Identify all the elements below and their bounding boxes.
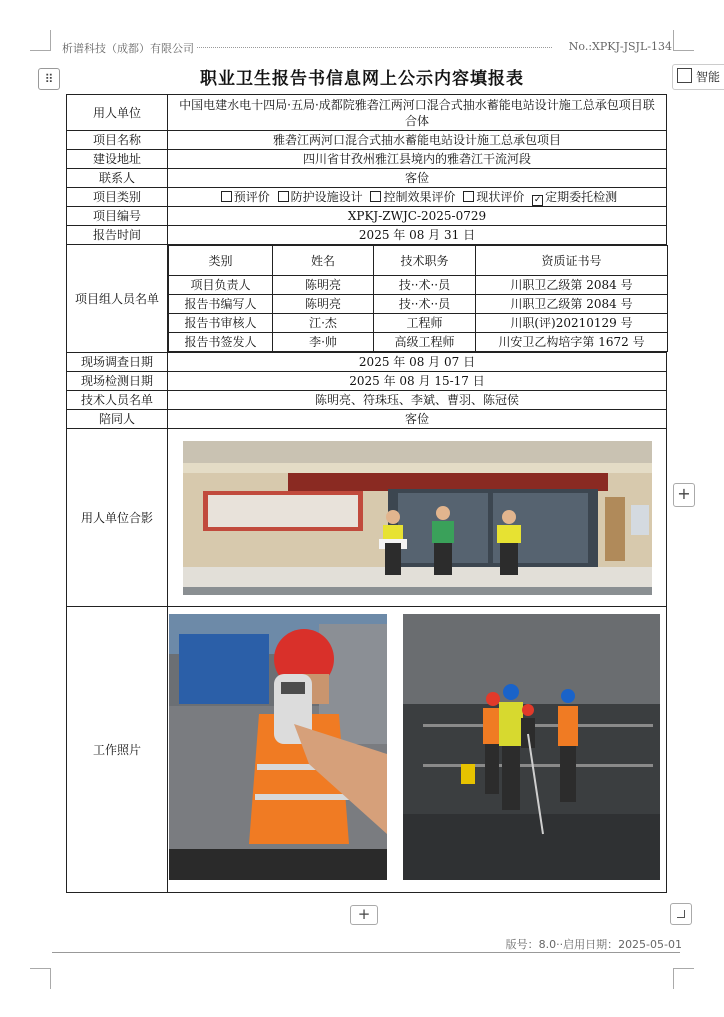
page-header: [62, 40, 672, 56]
detect-date-value[interactable]: 2025 年 08 月 15-17 日: [168, 372, 667, 391]
table-row: [169, 295, 668, 314]
survey-date-label: 现场调查日期: [67, 353, 168, 372]
add-column-button[interactable]: +: [673, 483, 695, 507]
table-resize-handle-icon[interactable]: [670, 903, 692, 925]
category-options: [168, 188, 667, 207]
page-title: 职业卫生报告书信息网上公示内容填报表: [200, 69, 524, 89]
margin-corner-mark: [30, 30, 51, 51]
checkbox-icon: [221, 191, 232, 202]
category-option[interactable]: 控制效果评价: [366, 190, 455, 204]
tech-staff-label: 技术人员名单: [67, 391, 168, 410]
employer-value[interactable]: 中国电建水电十四局·五局·成都院雅砻江两河口混合式抽水蓄能电站设计施工总承包项目联合体: [168, 95, 667, 131]
member-role[interactable]: 报告书审核人: [169, 314, 273, 333]
table-row: [169, 314, 668, 333]
member-cert[interactable]: 川职卫乙级第 2084 号: [476, 276, 668, 295]
member-name[interactable]: 陈明亮: [273, 276, 374, 295]
escort-label: 陪同人: [67, 410, 168, 429]
footer-divider: [52, 952, 680, 953]
member-role[interactable]: 报告书签发人: [169, 333, 273, 352]
address-value[interactable]: 四川省甘孜州雅江县境内的雅砻江干流河段: [168, 150, 667, 169]
category-option[interactable]: ✓ 定期委托检测: [528, 190, 617, 204]
add-row-button[interactable]: +: [350, 905, 378, 925]
table-row: [169, 333, 668, 352]
margin-corner-mark: [673, 30, 694, 51]
work-photo-label: 工作照片: [67, 607, 168, 893]
project-no-value[interactable]: XPKJ-ZWJC-2025-0729: [168, 207, 667, 226]
group-photo-label: 用人单位合影: [67, 429, 168, 607]
address-label: 建设地址: [67, 150, 168, 169]
project-no-label: 项目编号: [67, 207, 168, 226]
header-doc-number: No.:XPKJ-JSJL-134: [568, 40, 672, 53]
member-cert[interactable]: 川安卫乙构培字第 1672 号: [476, 333, 668, 352]
margin-corner-mark: [30, 968, 51, 989]
contact-label: 联系人: [67, 169, 168, 188]
checkbox-checked-icon: [532, 195, 543, 206]
worker-figure: [521, 704, 535, 748]
group-photo-image[interactable]: [183, 441, 652, 595]
checkbox-icon: [463, 191, 474, 202]
header-leader-dots: [197, 47, 552, 48]
checkbox-icon: [370, 191, 381, 202]
report-time-value[interactable]: 2025 年 08 月 31 日: [168, 226, 667, 245]
category-option[interactable]: 预评价: [217, 190, 270, 204]
page-footer: 版号：8.0··启用日期：2025-05-01: [505, 938, 682, 951]
member-title[interactable]: 高级工程师: [374, 333, 476, 352]
info-table: [66, 94, 667, 893]
member-title[interactable]: 工程师: [374, 314, 476, 333]
member-cert[interactable]: 川职卫乙级第 2084 号: [476, 295, 668, 314]
project-name-value[interactable]: 雅砻江两河口混合式抽水蓄能电站设计施工总承包项目: [168, 131, 667, 150]
member-role[interactable]: 报告书编写人: [169, 295, 273, 314]
header-company: 析谱科技（成都）有限公司: [62, 42, 194, 55]
tech-staff-value[interactable]: 陈明亮、符珠珏、李斌、曹羽、陈冠侯: [168, 391, 667, 410]
member-title[interactable]: 技··术··员: [374, 295, 476, 314]
survey-date-value[interactable]: 2025 年 08 月 07 日: [168, 353, 667, 372]
contact-value[interactable]: 客俭: [168, 169, 667, 188]
member-name[interactable]: 陈明亮: [273, 295, 374, 314]
team-table: [168, 245, 668, 352]
smart-assistant-label: 智能: [696, 70, 721, 84]
escort-value[interactable]: 客俭: [168, 410, 667, 429]
detect-date-label: 现场检测日期: [67, 372, 168, 391]
member-name[interactable]: 江·杰: [273, 314, 374, 333]
team-header: 技术职务: [374, 246, 476, 276]
category-label: 项目类别: [67, 188, 168, 207]
table-row: [169, 276, 668, 295]
group-photo-cell: [168, 429, 667, 607]
checkbox-icon: [278, 191, 289, 202]
member-cert[interactable]: 川职(评)20210129 号: [476, 314, 668, 333]
team-cell: [168, 245, 667, 353]
category-option[interactable]: 现状评价: [459, 190, 524, 204]
report-time-label: 报告时间: [67, 226, 168, 245]
table-move-handle-icon[interactable]: ⠿: [38, 68, 60, 90]
team-header: 类别: [169, 246, 273, 276]
worker-figure: [499, 684, 523, 810]
work-photos-cell: [168, 607, 667, 893]
margin-corner-mark: [673, 968, 694, 989]
team-header: 姓名: [273, 246, 374, 276]
project-name-label: 项目名称: [67, 131, 168, 150]
work-photo-right[interactable]: [403, 614, 660, 880]
employer-label: 用人单位: [67, 95, 168, 131]
team-label: 项目组人员名单: [67, 245, 168, 353]
member-role[interactable]: 项目负责人: [169, 276, 273, 295]
category-option[interactable]: 防护设施设计: [274, 190, 363, 204]
member-name[interactable]: 李·帅: [273, 333, 374, 352]
work-photo-left[interactable]: [169, 614, 387, 880]
team-header: 资质证书号: [476, 246, 668, 276]
member-title[interactable]: 技··术··员: [374, 276, 476, 295]
